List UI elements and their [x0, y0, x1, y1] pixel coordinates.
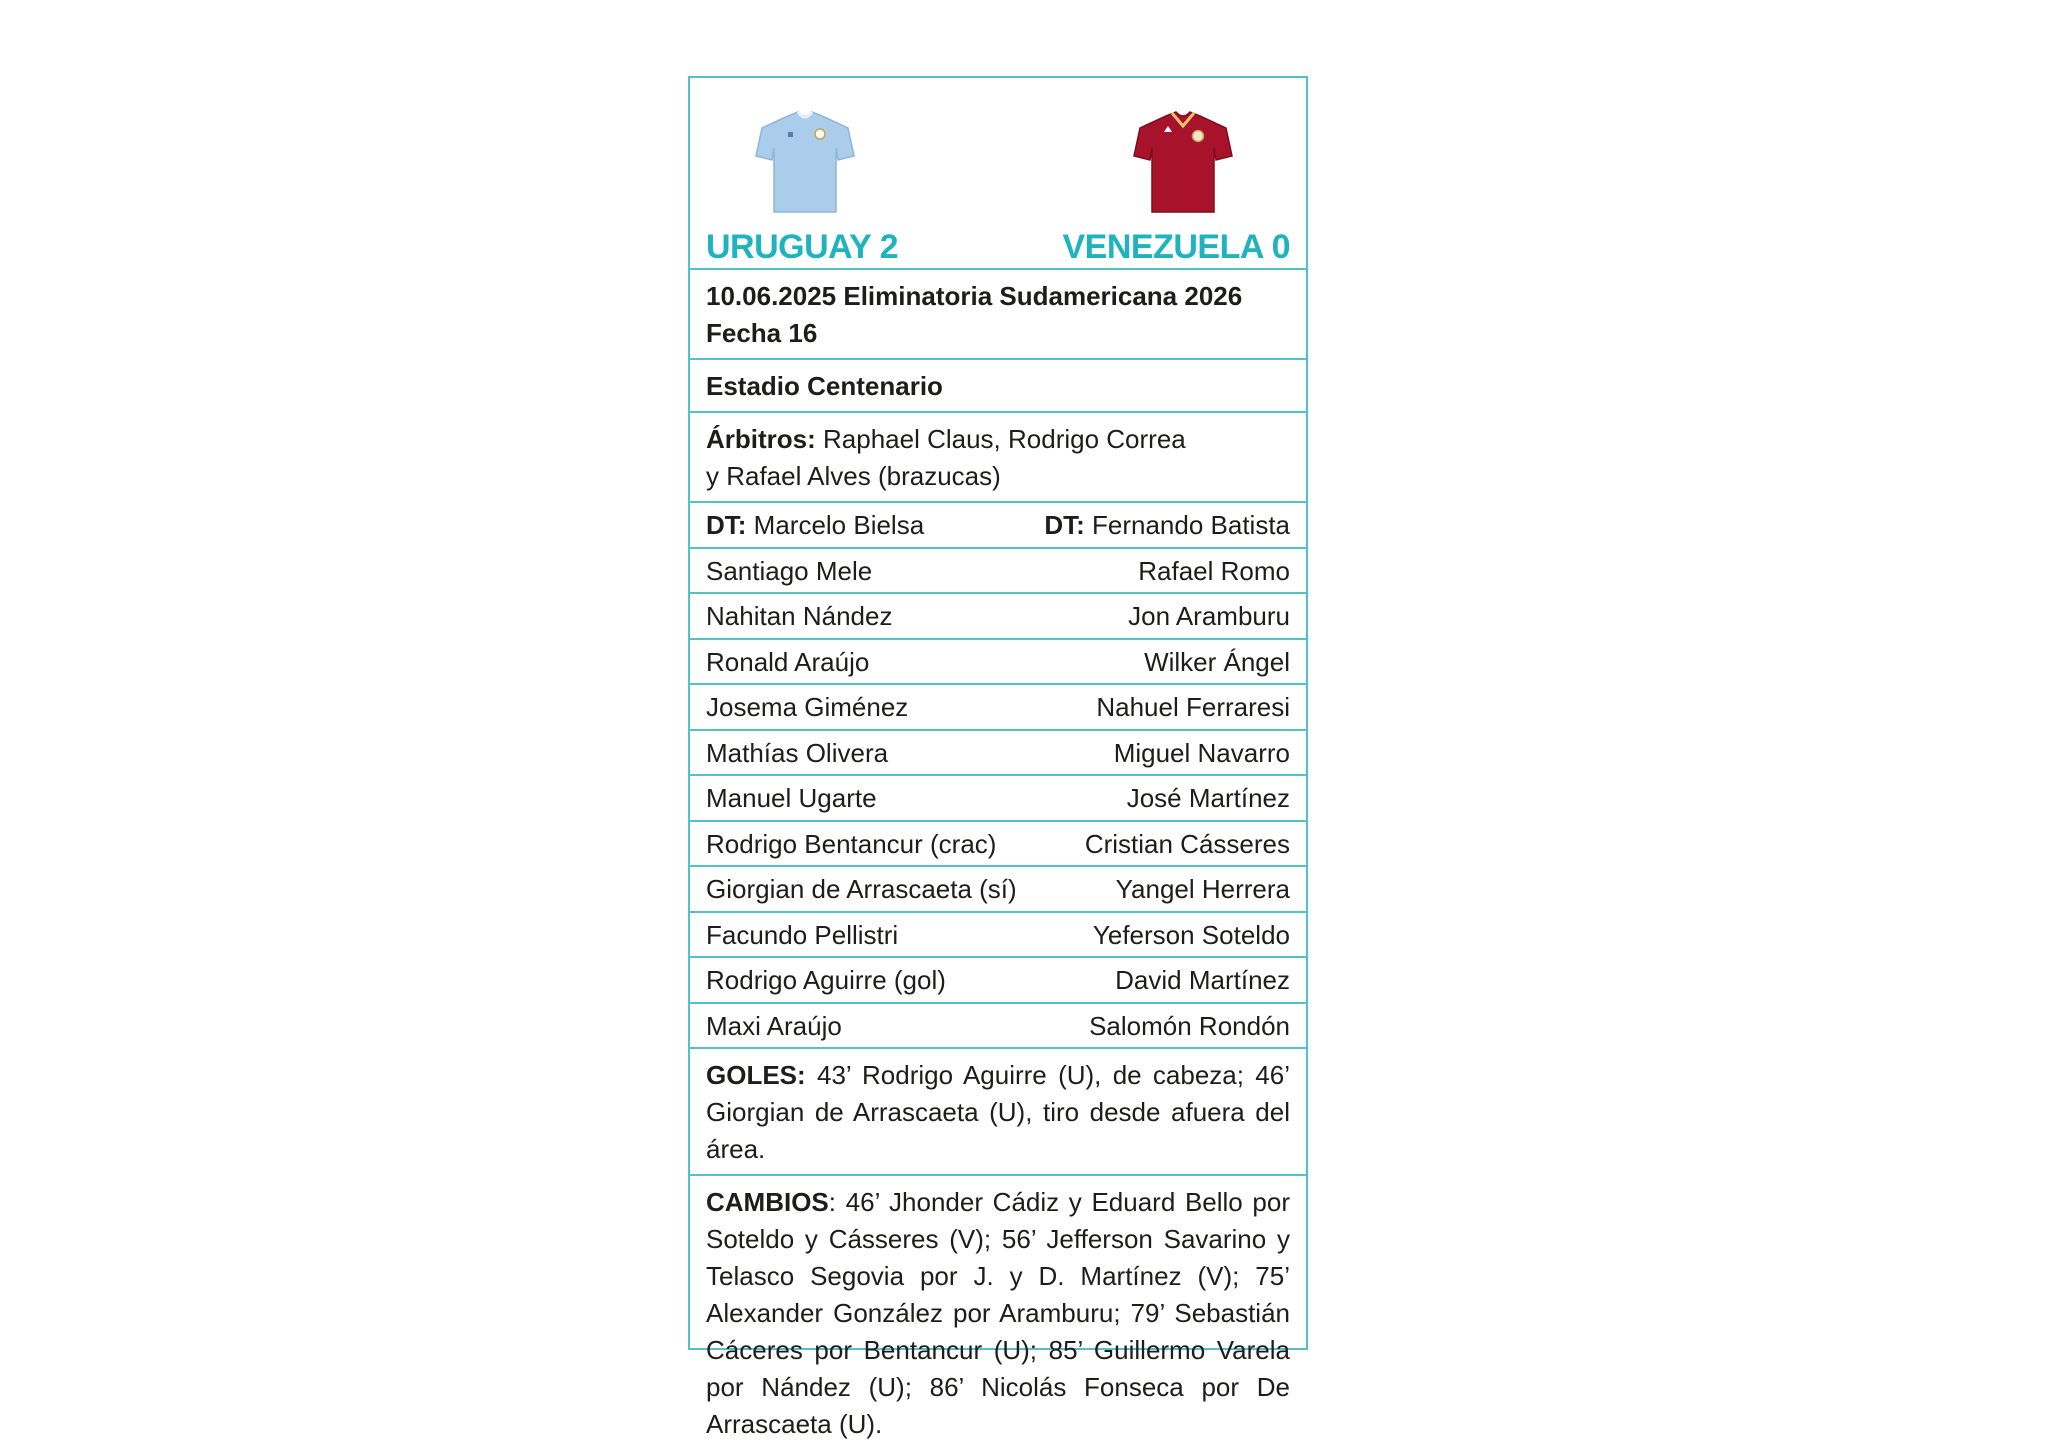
- stadium-row: [690, 358, 1306, 411]
- home-coach-label: DT:: [706, 510, 747, 540]
- burgundy-jersey-icon: [1128, 108, 1238, 218]
- match-date-competition: 10.06.2025 Eliminatoria Sudamericana 2026: [706, 281, 1243, 311]
- home-player: Rodrigo Bentancur (crac): [706, 828, 997, 859]
- away-player: Yangel Herrera: [1115, 874, 1290, 904]
- home-player: Giorgian de Arrascaeta (sí): [706, 874, 1017, 904]
- away-player: Jon Aramburu: [1128, 601, 1290, 631]
- home-player: Facundo Pellistri: [706, 919, 899, 950]
- home-player: Maxi Araújo: [706, 1010, 842, 1041]
- lineup-row: [690, 638, 1306, 684]
- away-player: Rafael Romo: [1138, 555, 1290, 586]
- substitutions-row: [690, 1174, 1306, 1449]
- lineup-row: [690, 547, 1306, 593]
- match-details: [690, 268, 1306, 1449]
- match-round: Fecha 16: [706, 318, 818, 348]
- lineup-row: [690, 956, 1306, 1002]
- away-coach-name: Fernando Batista: [1084, 510, 1290, 540]
- goals-row: [690, 1047, 1306, 1174]
- away-player: David Martínez: [1115, 965, 1290, 995]
- away-player: José Martínez: [1126, 783, 1290, 813]
- away-player: Yeferson Soteldo: [1092, 919, 1290, 950]
- home-player: Ronald Araújo: [706, 646, 870, 677]
- home-player: Josema Giménez: [706, 692, 909, 722]
- home-player: Manuel Ugarte: [706, 783, 877, 813]
- scoreline: [706, 226, 1290, 268]
- substitutions-label: CAMBIOS: [706, 1187, 829, 1217]
- referees-names: Raphael Claus, Rodrigo Correa: [815, 424, 1186, 454]
- referees-row: [690, 411, 1306, 501]
- away-player: Cristian Cásseres: [1084, 828, 1290, 859]
- lineup-row: [690, 1002, 1306, 1048]
- home-player: Nahitan Nández: [706, 601, 893, 631]
- lineup-row: [690, 729, 1306, 775]
- home-player: Santiago Mele: [706, 555, 873, 586]
- lineup-row: [690, 865, 1306, 911]
- away-coach-label: DT:: [1044, 510, 1085, 540]
- lineup-row: [690, 911, 1306, 957]
- home-coach-name: Marcelo Bielsa: [746, 510, 925, 540]
- stadium-name: Estadio Centenario: [706, 371, 943, 401]
- away-player: Salomón Rondón: [1089, 1010, 1290, 1041]
- away-team-score: VENEZUELA 0: [1062, 227, 1290, 266]
- home-team-score: URUGUAY 2: [706, 227, 899, 266]
- lineup-row: [690, 774, 1306, 820]
- substitutions-text: : 46’ Jhonder Cádiz y Eduard Bello por Soteldo y Cásseres (V); 56’ Jefferson Savarino y Telasco Segovia por J. y D. Martínez (V); 75’ Alexander González por Aramburu; 79’ Sebastián Cáceres por Bentancur (U); 85’ Guillermo Varela por Nández (U); 86’ Nicolás Fonseca por De Arrascaeta (U).: [706, 1187, 1290, 1439]
- coaches-row: [690, 501, 1306, 547]
- match-info-row: [690, 268, 1306, 358]
- goals-label: GOLES:: [706, 1060, 806, 1090]
- referees-label: Árbitros:: [706, 424, 816, 454]
- away-player: Wilker Ángel: [1144, 646, 1290, 677]
- referees-names-cont: y Rafael Alves (brazucas): [706, 461, 1001, 491]
- lineup-row: [690, 820, 1306, 866]
- sky-blue-jersey-icon: [750, 108, 860, 218]
- away-player: Miguel Navarro: [1113, 737, 1290, 768]
- home-player: Mathías Olivera: [706, 737, 889, 768]
- match-sheet-card: [688, 76, 1308, 1439]
- lineup-row: [690, 683, 1306, 729]
- away-player: Nahuel Ferraresi: [1096, 692, 1290, 722]
- home-player: Rodrigo Aguirre (gol): [706, 965, 946, 995]
- goals-text: 43’ Rodrigo Aguirre (U), de cabeza; 46’ Giorgian de Arrascaeta (U), tiro desde afuera del área.: [706, 1060, 1290, 1164]
- lineup-row: [690, 592, 1306, 638]
